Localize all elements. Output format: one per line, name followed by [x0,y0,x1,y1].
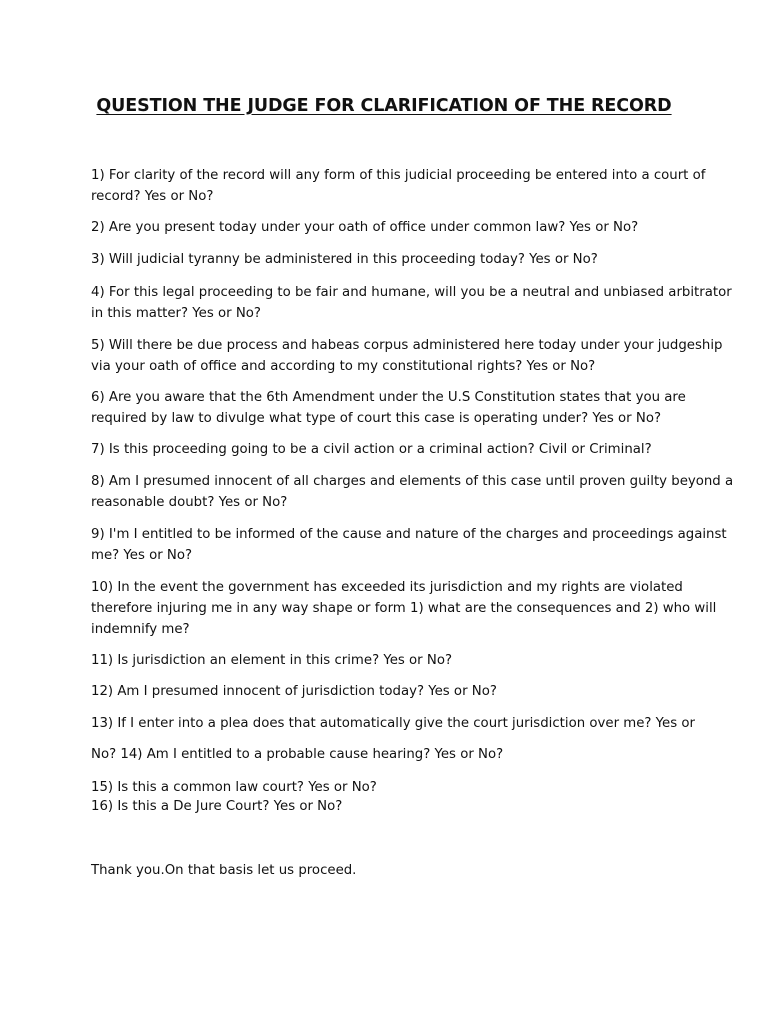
question-10-line-2: therefore injuring me in any way shape or form 1) what are the consequences and 2) who will [91,601,717,616]
question-16: 16) Is this a De Jure Court? Yes or No? [91,799,343,814]
question-8 [91,471,734,513]
question-4 [91,282,732,324]
question-1 [91,165,706,207]
question-13-14: No? 14) Am I entitled to a probable cause hearing? Yes or No? [91,747,504,762]
question-10-line-3: indemnify me? [91,622,190,637]
question-6-line-2: required by law to divulge what type of court this case is operating under? Yes or No? [91,411,662,426]
question-9-line-2: me? Yes or No? [91,548,193,563]
question-10 [91,577,717,640]
question-11: 11) Is jurisdiction an element in this crime? Yes or No? [91,653,453,668]
question-2: 2) Are you present today under your oath of office under common law? Yes or No? [91,220,639,235]
question-5 [91,335,723,377]
question-1-line-2: record? Yes or No? [91,189,214,204]
question-5-line-2: via your oath of office and according to my constitutional rights? Yes or No? [91,359,596,374]
question-12: 12) Am I presumed innocent of jurisdiction today? Yes or No? [91,684,497,699]
question-8-line-2: reasonable doubt? Yes or No? [91,495,288,510]
question-8-line-1: 8) Am I presumed innocent of all charges and elements of this case until proven guilty beyond a [91,474,734,489]
question-9-line-1: 9) I'm I entitled to be informed of the cause and nature of the charges and proceedings against [91,527,727,542]
question-15: 15) Is this a common law court? Yes or No? [91,780,377,795]
question-9 [91,524,727,566]
question-1-line-1: 1) For clarity of the record will any form of this judicial proceeding be entered into a court of [91,168,706,183]
question-7: 7) Is this proceeding going to be a civil action or a criminal action? Civil or Criminal? [91,442,652,457]
document-title: QUESTION THE JUDGE FOR CLARIFICATION OF THE RECORD [96,96,672,116]
question-13: 13) If I enter into a plea does that automatically give the court jurisdiction over me? Yes or [91,716,695,731]
question-4-line-2: in this matter? Yes or No? [91,306,261,321]
question-6 [91,387,691,429]
question-6-line-1: 6) Are you aware that the 6th Amendment under the U.S Constitution states that you are [91,390,686,405]
question-4-line-1: 4) For this legal proceeding to be fair and humane, will you be a neutral and unbiased arbitrator [91,285,732,300]
question-3: 3) Will judicial tyranny be administered in this proceeding today? Yes or No? [91,252,598,267]
question-5-line-1: 5) Will there be due process and habeas corpus administered here today under your judgeship [91,338,723,353]
closing-statement: Thank you.On that basis let us proceed. [91,863,357,878]
question-10-line-1: 10) In the event the government has exceeded its jurisdiction and my rights are violated [91,580,683,595]
